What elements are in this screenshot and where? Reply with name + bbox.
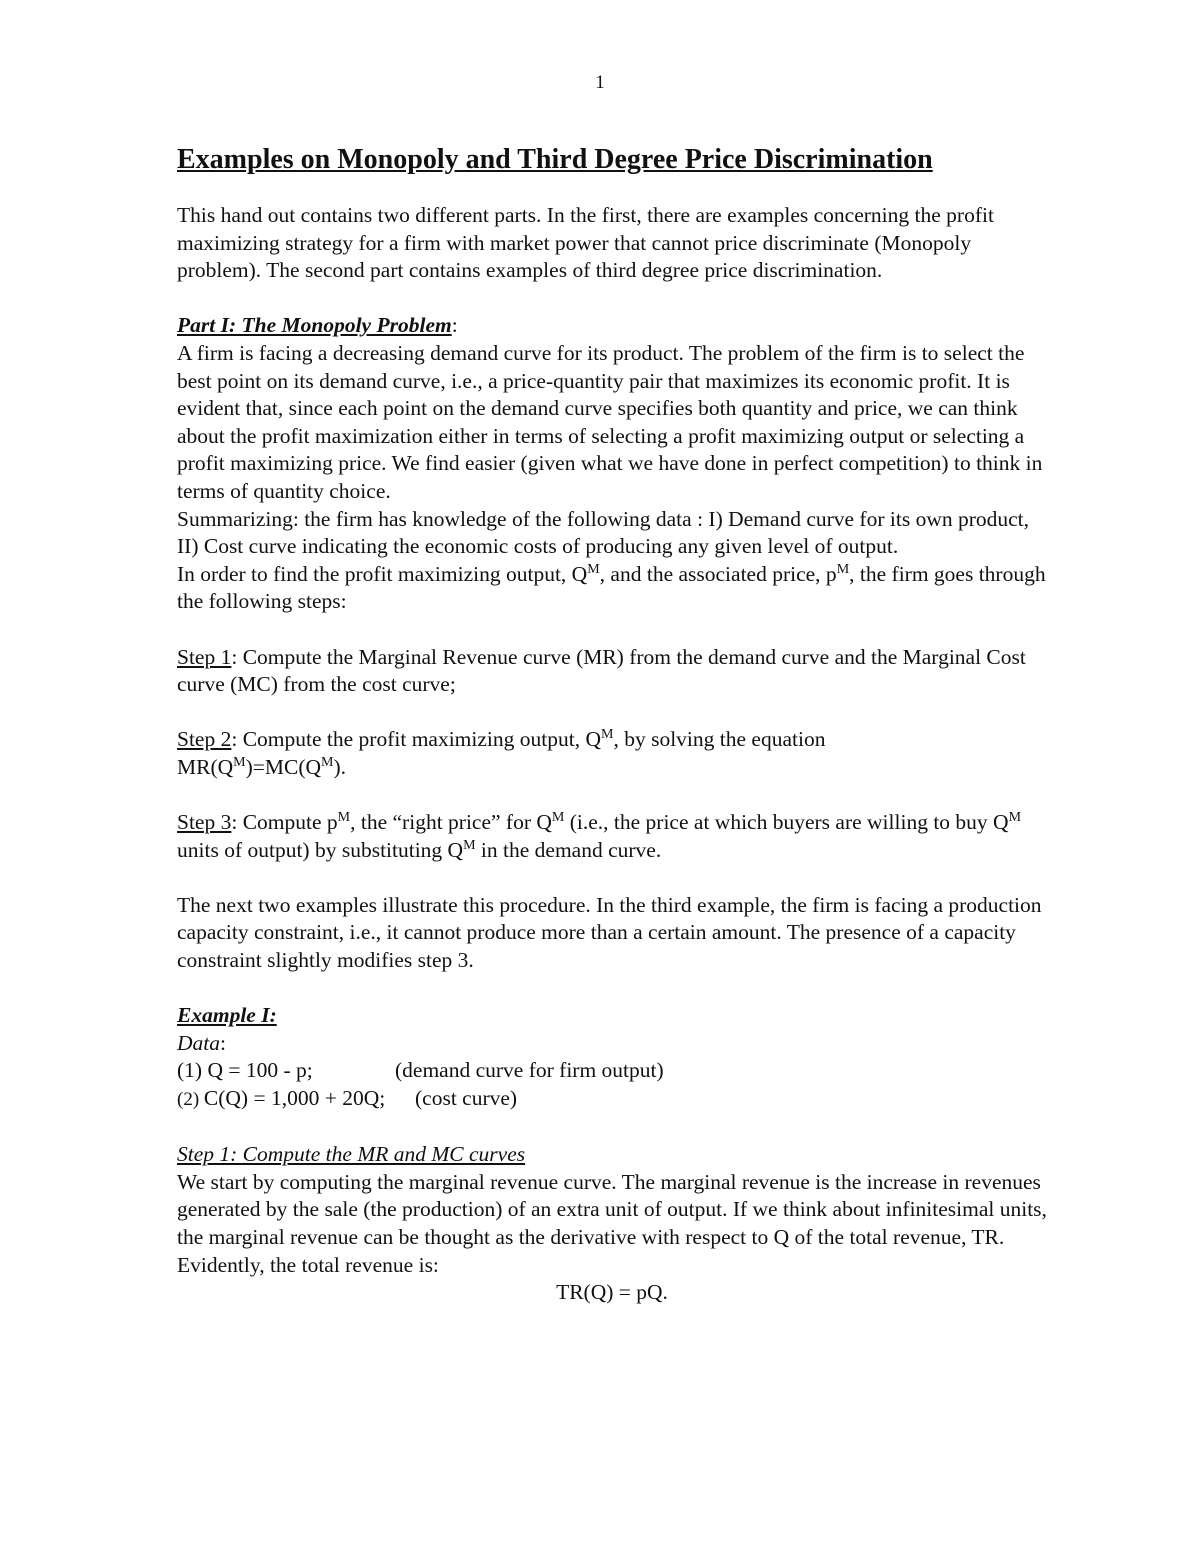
demand-equation-note: (demand curve for firm output) — [395, 1058, 664, 1083]
total-revenue-equation: TR(Q) = pQ. — [556, 1280, 668, 1305]
example1-body: We start by computing the marginal revenue curve. The marginal revenue is the increase in revenues generated by the sale (the production) of an extra unit of output. If we think about infinitesimal units, the marginal revenue can be thought as the derivative with respect to Q of the total revenue, TR. — [177, 1169, 1047, 1249]
demand-equation: Q = 100 - p; — [207, 1058, 313, 1083]
step2-label: Step 2 — [177, 727, 232, 752]
document-title: Examples on Monopoly and Third Degree Price Discrimination — [177, 144, 933, 175]
next-examples-paragraph: The next two examples illustrate this procedure. In the third example, the firm is facing a production capacity constraint, i.e., it cannot produce more than a certain amount. The presence of a capacity constraint slightly modifies step 3. — [177, 892, 1042, 973]
cost-equation-note: (cost curve) — [415, 1086, 518, 1110]
example1-evidently: Evidently, the total revenue is: — [177, 1252, 439, 1277]
step3-paragraph: Step 3: Compute $p^M$, the “right price” for $Q^M$ (i.e., the price at which buyers are willing to buy $Q^M$ units of output) by substituting $Q^M$ in the demand curve. — [177, 810, 1022, 862]
example1-heading: Example I: — [177, 1003, 277, 1028]
part1-order-paragraph: In order to find the profit maximizing output, $Q^M$, and the associated price, $p^M$, the firm goes through the following steps: — [177, 561, 1046, 614]
step2-paragraph: Step 2: Compute the profit maximizing output, $Q^M$, by solving the equation $MR(Q^M)=MC(Q^M)$. — [177, 727, 826, 779]
cost-equation: C(Q) = 1,000 + 20Q; — [203, 1086, 386, 1110]
document-body — [177, 140, 1047, 1307]
step1-paragraph: Step 1: Compute the Marginal Revenue curve (MR) from the demand curve and the Marginal Cost curve (MC) from the cost curve; — [177, 644, 1026, 697]
example1-step-heading: Step 1: Compute the MR and MC curves — [177, 1142, 526, 1167]
equation-1-row: (1) Q = 100 - p; (demand curve for firm output) — [177, 1057, 1047, 1085]
example1-data-label: Data: — [177, 1030, 226, 1055]
step1-label: Step 1 — [177, 644, 232, 669]
part1-heading: Part I: The Monopoly Problem — [177, 313, 452, 338]
page-number: 1 — [595, 72, 605, 93]
part1-body: A firm is facing a decreasing demand curve for its product. The problem of the firm is to select the best point on its demand curve, i.e., a price-quantity pair that maximizes its economic profit. It is evident that, since each point on the demand curve specifies both quantity and price, we can think about the profit maximization either in terms of selecting a profit maximizing output or selecting a profit maximizing price. We find easier (given what we have done in perfect competition) to think in terms of quantity choice. — [177, 340, 1043, 503]
step3-label: Step 3 — [177, 810, 232, 835]
equation-2-row: (2) C(Q) = 1,000 + 20Q; (cost curve) — [177, 1085, 1047, 1114]
part1-heading-line: Part I: The Monopoly Problem: — [177, 313, 458, 338]
part1-summary: Summarizing: the firm has knowledge of the following data : I) Demand curve for its own product, II) Cost curve indicating the economic costs of producing any given level of output. — [177, 506, 1030, 559]
intro-paragraph: This hand out contains two different parts. In the first, there are examples concerning the profit maximizing strategy for a firm with market power that cannot price discriminate (Monopoly problem). The second part contains examples of third degree price discrimination. — [177, 203, 994, 283]
